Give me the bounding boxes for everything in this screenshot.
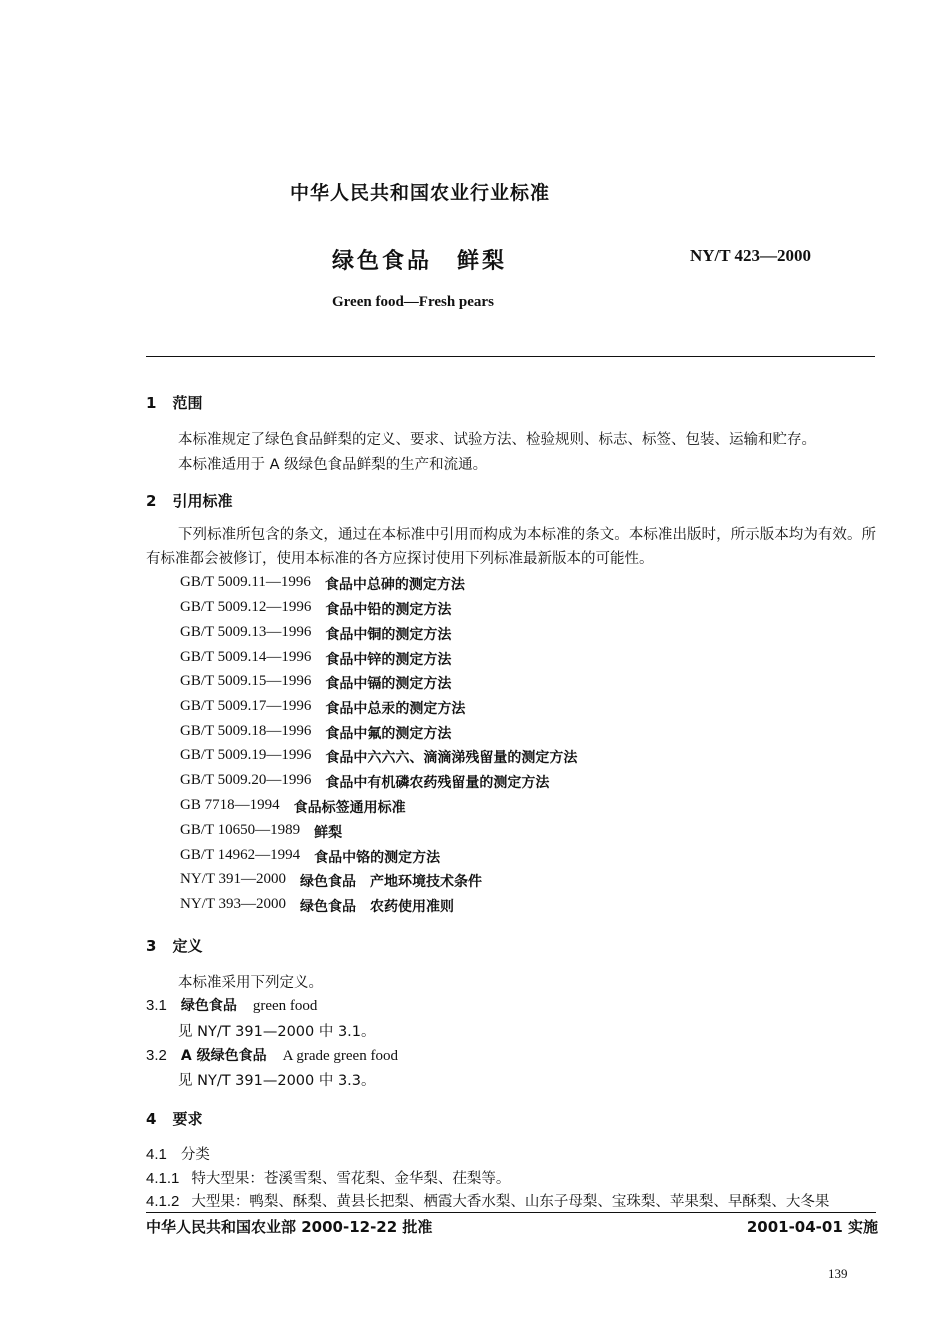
english-title: Green food—Fresh pears: [332, 294, 494, 310]
reference-row: [180, 599, 451, 619]
section-title: 定义: [172, 937, 203, 955]
reference-row: [180, 797, 406, 817]
reference-title: 食品中镉的测定方法: [325, 676, 452, 692]
reference-code: GB/T 14962—1994: [180, 847, 301, 863]
section-2-intro: 下列标准所包含的条文，通过在本标准中引用而构成为本标准的条文。本标准出版时，所示版本均为有效。所有标准都会被修订，使用本标准的各方应探讨使用下列标准最新版本的可能性。: [146, 527, 876, 567]
reference-row: [180, 871, 482, 891]
reference-title: 食品中六六六、滴滴涕残留量的测定方法: [325, 750, 578, 766]
item-number: 4.1.2: [146, 1193, 180, 1210]
reference-row: [180, 624, 451, 644]
reference-row: [180, 847, 440, 867]
reference-title: 食品中铬的测定方法: [314, 850, 441, 866]
reference-code: GB/T 10650—1989: [180, 822, 301, 838]
definition-term-en: green food: [252, 998, 318, 1014]
subsection-number: 4.1: [146, 1146, 167, 1163]
section-3-intro: 本标准采用下列定义。: [178, 975, 323, 991]
reference-code: GB/T 5009.14—1996: [180, 649, 312, 665]
item-number: 4.1.1: [146, 1170, 180, 1187]
requirement-item: [146, 1167, 510, 1188]
section-number: 3: [146, 937, 157, 955]
reference-row: [180, 649, 451, 669]
definition-reference: 见 NY/T 391—2000 中 3.1。: [178, 1024, 376, 1040]
reference-title: 食品中铜的测定方法: [325, 627, 452, 643]
section-1-paragraph-1: 本标准规定了绿色食品鲜梨的定义、要求、试验方法、检验规则、标志、标签、包装、运输和贮存。: [178, 432, 816, 448]
reference-code: GB/T 5009.20—1996: [180, 772, 312, 788]
section-2-heading: [146, 490, 232, 511]
definition-term: A 级绿色食品: [180, 1048, 267, 1064]
reference-row: [180, 574, 465, 594]
item-text: 大型果：鸭梨、酥梨、黄县长把梨、栖霞大香水梨、山东子母梨、宝珠梨、苹果梨、早酥梨、大冬果: [191, 1194, 830, 1210]
reference-row: [180, 896, 454, 916]
reference-title: 绿色食品 产地环境技术条件: [299, 874, 482, 890]
reference-code: GB/T 5009.12—1996: [180, 599, 312, 615]
section-number: 4: [146, 1110, 157, 1128]
reference-title: 绿色食品 农药使用准则: [299, 899, 454, 915]
reference-title: 食品中有机磷农药残留量的测定方法: [325, 775, 550, 791]
definition-term: 绿色食品: [180, 998, 237, 1014]
reference-code: GB/T 5009.15—1996: [180, 673, 312, 689]
reference-title: 食品标签通用标准: [293, 800, 406, 816]
reference-row: [180, 822, 342, 842]
definition-number: 3.2: [146, 1047, 167, 1064]
subsection-title: 分类: [180, 1147, 210, 1163]
standard-number: NY/T 423—2000: [690, 246, 812, 265]
reference-title: 食品中铅的测定方法: [325, 602, 452, 618]
section-3-heading: [146, 935, 202, 956]
definition-number: 3.1: [146, 997, 167, 1014]
reference-row: [180, 673, 451, 693]
reference-title: 食品中锌的测定方法: [325, 652, 452, 668]
reference-code: GB 7718—1994: [180, 797, 280, 813]
reference-row: [180, 747, 577, 767]
reference-title: 食品中氟的测定方法: [325, 726, 452, 742]
section-1-heading: [146, 392, 202, 413]
reference-code: GB/T 5009.19—1996: [180, 747, 312, 763]
page-number: 139: [828, 1266, 848, 1281]
definition-reference: 见 NY/T 391—2000 中 3.3。: [178, 1073, 376, 1089]
section-title: 范围: [172, 394, 203, 412]
reference-row: [180, 723, 451, 743]
reference-title: 食品中总汞的测定方法: [325, 701, 466, 717]
reference-code: NY/T 391—2000: [180, 871, 286, 887]
definition-3-1: [146, 995, 317, 1015]
reference-code: GB/T 5009.17—1996: [180, 698, 312, 714]
subsection-4-1: [146, 1143, 210, 1164]
reference-code: GB/T 5009.13—1996: [180, 624, 312, 640]
section-1-paragraph-2: 本标准适用于 A 级绿色食品鲜梨的生产和流通。: [178, 457, 488, 473]
standard-title: 绿色食品 鲜梨: [332, 249, 508, 274]
item-text: 特大型果：苍溪雪梨、雪花梨、金华梨、茌梨等。: [191, 1171, 511, 1187]
approval-line: 中华人民共和国农业部 2000-12-22 批准: [146, 1218, 433, 1236]
section-title: 要求: [172, 1110, 203, 1128]
section-4-heading: [146, 1108, 202, 1129]
section-number: 1: [146, 394, 157, 412]
reference-row: [180, 772, 549, 792]
header-divider: [146, 356, 875, 357]
reference-title: 鲜梨: [314, 825, 343, 841]
reference-title: 食品中总砷的测定方法: [324, 577, 465, 593]
definition-term-en: A grade green food: [282, 1048, 398, 1064]
reference-code: GB/T 5009.11—1996: [180, 574, 311, 590]
reference-code: GB/T 5009.18—1996: [180, 723, 312, 739]
document-header-title: 中华人民共和国农业行业标准: [289, 182, 550, 204]
implementation-date: 2001-04-01 实施: [746, 1218, 878, 1236]
definition-3-2: [146, 1045, 398, 1065]
reference-row: [180, 698, 465, 718]
section-title: 引用标准: [172, 492, 233, 510]
requirement-item: [146, 1190, 876, 1213]
reference-code: NY/T 393—2000: [180, 896, 286, 912]
section-number: 2: [146, 492, 157, 510]
